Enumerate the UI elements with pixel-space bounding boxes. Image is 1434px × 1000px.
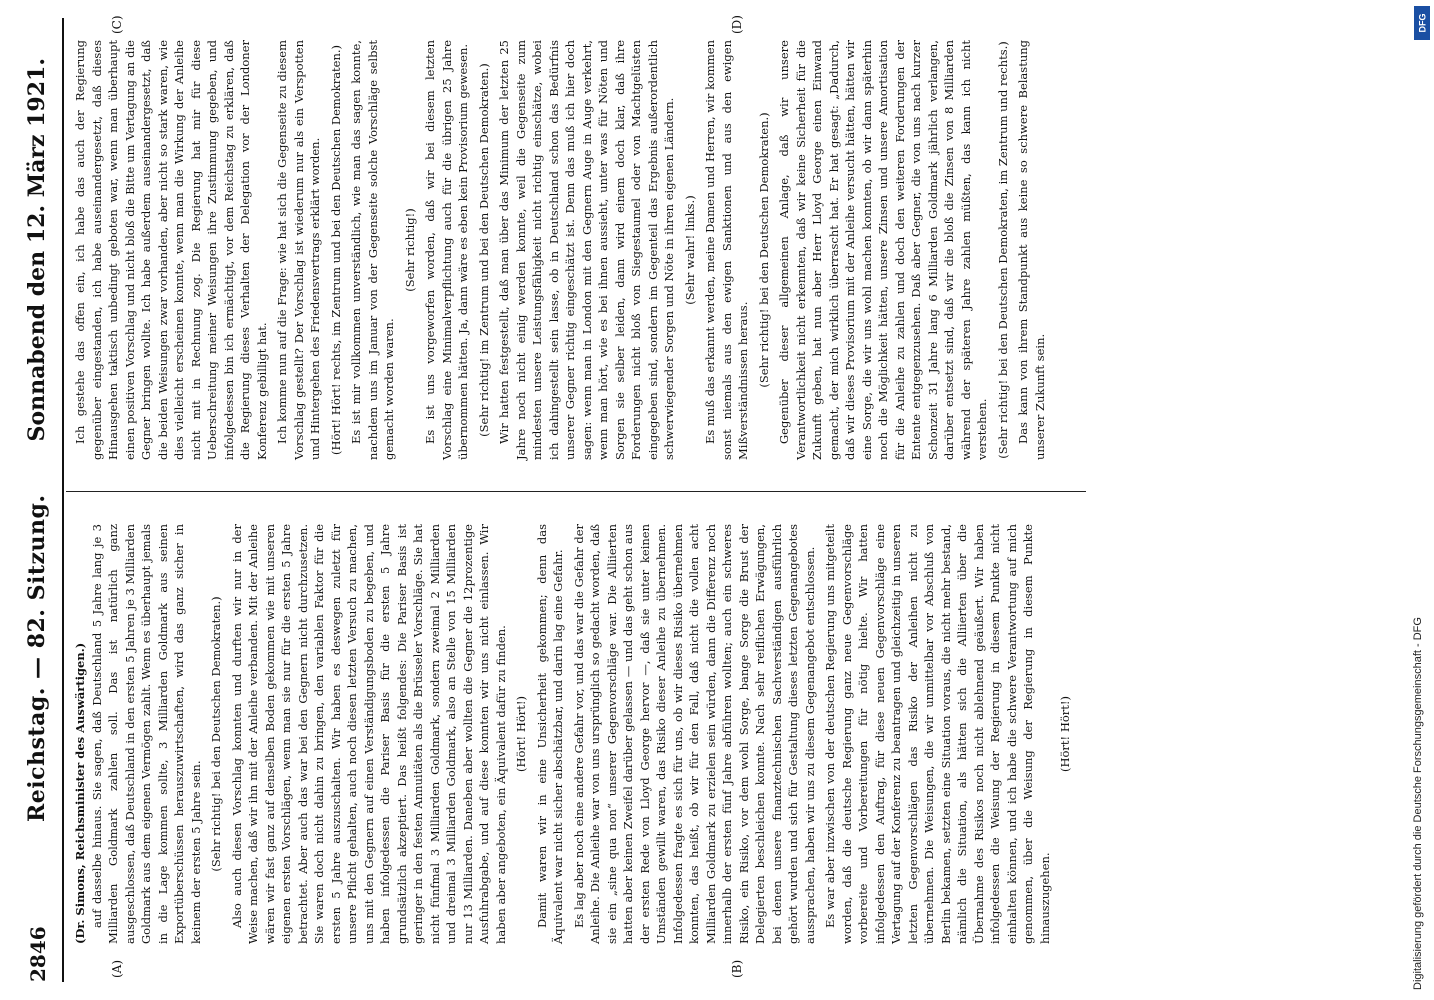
paragraph: Es muß das erkannt werden, meine Damen und Herren, wir kommen sonst niemals aus den ewigen Sanktionen und aus den ewigen Mißverständnissen heraus. bbox=[703, 40, 750, 460]
margin-mark-c: (C) bbox=[110, 15, 124, 34]
paragraph: Es lag aber noch eine andere Gefahr vor, und das war die Gefahr der Anleihe. Die Anleihe war von uns ursprünglich so gedacht worden, daß sie ein „sine qua non“ unserer Gegenvorschläge war. Die Alliierten hatten aber keinen Zweifel darüber gelassen — und das geht schon aus der ersten Rede von Lloyd George hervor —, daß sie unter keinen Umständen gewillt waren, das Risiko dieser Anleihe zu übernehmen. Infolgedessen fragte es sich für uns, ob wir dieses Risiko übernehmen konnten, das heißt, ob wir für den Fall, daß nicht die vollen acht Milliarden Goldmark zu erzielen sein würden, dann die Differenz noch innerhalb der ersten fünf Jahre abführen wollten; auch ein schweres Risiko, ein Risiko, vor dem wohl Sorge, bange Sorge die Brust der Delegierten beschleichen konnte. Nach sehr reiflichen Erwägungen, bei denen unsere finanztechnischen Sachverständigen ausführlich gehört wurden und sich für Gestaltung dieses letzten Gegenangebotes aussprachen, haben wir uns zu diesem Gegenangebot entschlossen. bbox=[571, 524, 817, 944]
paragraph: Wir hatten festgestellt, daß man über das Minimum der letzten 25 Jahre noch nicht einig werden konnte, weil die Gegenseite zum mindesten unsere Leistungsfähigkeit nicht richtig einschätze, wobei ich dahingestellt sein lasse, ob in Deutschland schon das Bedürfnis unserer Gegner richtig eingeschätzt ist. Denn das muß ich hier doch sagen: wenn man in London mit den Gegnern Auge in Auge verkehrt, wenn man hört, wie es bei ihnen aussieht, unter was für Nöten und Sorgen sie selber leiden, dann wird einem doch klar, daß ihre Forderungen nicht bloß von Siegestaumel oder von Machtgelüsten eingegeben sind, sondern im Gegenteil das Ergebnis außerordentlich schwerwiegender Sorgen und Nöte in ihren eigenen Ländern. bbox=[497, 40, 676, 460]
paragraph: Gegenüber dieser allgemeinen Anlage, daß wir unsere Verantwortlichkeit nicht erkennten, daß wir keine Sicherheit für die Zukunft geben, hat nun aber Herr Lloyd George einen Einwand gemacht, der mich wirklich überrascht hat. Er hat gesagt: „Dadurch, daß wir dieses Provisorium mit der Anleihe versucht hätten, hätten wir eine Sorge, die wir uns wohl machen konnten, ob wir dann späterhin noch die Möglichkeit hätten, unsere Zinsen und unsere Amortisation für die Anleihe zu zahlen und doch den weiteren Forderungen der Entente entgegenzusehen. Daß aber Gegner, die von uns nach kurzer Schonzeit 31 Jahre lang 6 Milliarden Goldmark jährlich verlangen, darüber entsetzt sind, daß wir die bloß die Zinsen von 8 Milliarden während der späteren Jahre zahlen müßten, das kann ich nicht verstehen. bbox=[777, 40, 989, 460]
left-text-column bbox=[72, 524, 1078, 944]
paragraph: Ich komme nun auf die Frage: wie hat sich die Gegenseite zu diesem Vorschlag gestellt? Der Vorschlag ist wiederum nur als ein Verspotten und Hintergehen des Friedensvertrags erklärt worden. bbox=[275, 40, 322, 460]
interjection: (Sehr richtig! im Zentrum und bei den Deutschen Demokraten.) bbox=[476, 63, 491, 437]
interjection: (Hört! Hört!) bbox=[514, 696, 528, 773]
digitization-note: Digitalisierung gefördert durch die Deutsche Forschungsgemeinschaft - DFG bbox=[1412, 617, 1424, 990]
interjection: (Sehr richtig! bei den Deutschen Demokraten.) bbox=[756, 112, 771, 388]
interjection: (Sehr richtig! bei den Deutschen Demokraten.) bbox=[209, 596, 223, 872]
interjection: (Hört! Hört!) bbox=[1058, 696, 1072, 773]
margin-mark-d: (D) bbox=[730, 15, 744, 34]
interjection: (Sehr wahr! links.) bbox=[682, 195, 697, 305]
interjection: (Sehr richtig!) bbox=[402, 208, 417, 292]
interjection: (Hört! Hört! rechts, im Zentrum und bei den Deutschen Demokraten.) bbox=[328, 44, 343, 456]
margin-mark-a: (A) bbox=[110, 959, 124, 978]
session-date: Sonnabend den 12. März 1921. bbox=[24, 58, 50, 442]
paragraph: Also auch diesen Vorschlag konnten und durften wir nur in der Weise machen, daß wir ihn mit der Anleihe verbanden. Mit der Anleihe wären wir fast ganz auf denselben Boden gekommen wie mit unseren eigenen ersten Vorschlägen, wenn man sie nur für die ersten 5 Jahre betrachtet. Aber auch das war bei den Gegnern nicht durchzusetzen. Sie waren doch nicht dahin zu bringen, den variablen Faktor für die ersten 5 Jahre auszuschalten. Wir haben es deswegen zuletzt für unsere Pflicht gehalten, auch noch diesen letzten Versuch zu machen, uns mit den Gegnern auf einen Verständigungsboden zu begeben, und haben infolgedessen die Pariser Basis für die ersten 5 Jahre grundsätzlich akzeptiert. Das heißt folgendes: Die Pariser Basis ist geringer in den festen Annuitäten als die Brüsseler Vorschläge. Sie hat nicht fünfmal 3 Milliarden Goldmark, sondern zweimal 2 Milliarden und dreimal 3 Milliarden Goldmark, also an Stelle von 15 Milliarden nur 13 Milliarden. Daneben aber wollten die Gegner die 12prozentige Ausfuhrabgabe, und auf diese konnten wir uns nicht einlassen. Wir haben aber angeboten, ein Äquivalent dafür zu finden. bbox=[229, 524, 508, 944]
paragraph: Das kann von ihrem Standpunkt aus keine so schwere Belastung unserer Zukunft sein. bbox=[1016, 40, 1047, 460]
page-number: 2846 bbox=[26, 926, 50, 982]
paragraph: Es war aber inzwischen von der deutschen Regierung uns mitgeteilt worden, daß die deutsche Regierung ganz neue Gegenvorschläge vorbereite und Vorbereitungen für nötig hielte. Wir hatten infolgedessen den Auftrag, für diese neuen Gegenvorschläge eine Vertagung auf der Konferenz zu beantragen und gleichzeitig in unseren letzten Gegenvorschlägen das Risiko der Anleihen nicht zu übernehmen. Die Weisungen, die wir unmittelbar vor Abschluß von Berlin bekamen, setzten eine Situation voraus, die nicht mehr bestand, nämlich die Situation, als hätten sich die Alliierten über die Übernahme des Risikos noch nicht ablehnend geäußert. Wir haben infolgedessen die Weisung der Regierung in diesem Punkte nicht einhalten können, und ich habe die schwere Verantwortung auf mich genommen, über die Weisung der Regierung in diesem Punkte hinauszugehen. bbox=[823, 524, 1052, 944]
paragraph: Ich gestehe das offen ein, ich habe das auch der Regierung gegenüber eingestanden, ich habe auseinandergesetzt, daß dieses Hinausgehen taktisch unbedingt geboten war, wenn man überhaupt einen positiven Vorschlag und nicht bloß die Bitte um Vertagung an die Gegner bringen wollte. Ich habe außerdem auseinandergesetzt, daß die beiden Weisungen zwar vorhanden, aber nicht so stark waren, wie dies vielleicht erscheinen konnte, wenn man die Wirkung der Anleihe nicht mit in Rechnung zog. Die Regierung hat mir für diese Ueberschreitung meiner Weisungen ihre Zustimmung gegeben, und infolgedessen bin ich ermächtigt, vor dem Reichstag zu erklären, daß die Regierung dieses Verhalten der Delegation vor der Londoner Konferenz gebilligt hat. bbox=[73, 40, 269, 460]
paragraph: Es ist uns vorgeworfen worden, daß wir bei diesem letzten Vorschlag eine Minimalverpflichtung auch für die übrigen 25 Jahre übernommen hätten. Ja, dann wäre es eben kein Provisorium gewesen. bbox=[423, 40, 470, 460]
column-divider bbox=[66, 491, 1086, 492]
page-header bbox=[18, 18, 64, 982]
margin-mark-b: (B) bbox=[730, 959, 744, 978]
interjection: (Sehr richtig! bei den Deutschen Demokraten, im Zentrum und rechts.) bbox=[995, 41, 1010, 459]
page-title: Reichstag. — 82. Sitzung. bbox=[24, 494, 50, 822]
dfg-logo: DFG bbox=[1414, 6, 1430, 40]
paragraph: Damit waren wir in eine Unsicherheit gekommen; denn das Äquivalent war nicht sicher abschätzbar, und darin lag eine Gefahr. bbox=[534, 524, 565, 944]
right-text-column bbox=[72, 40, 1052, 460]
paragraph: auf dasselbe hinaus. Sie sagen, daß Deutschland 5 Jahre lang je 3 Milliarden Goldmark zahlen soll. Das ist natürlich ganz ausgeschlossen, daß Deutschland in den ersten 5 Jahren je 3 Milliarden Goldmark aus dem eigenen Vermögen zahlt. Wenn es überhaupt jemals in die Lage kommen sollte, 3 Milliarden Goldmark aus seinen Exportüberschüssen herauszuwirtschaften, wird das ganz sicher in keinem der ersten 5 Jahre sein. bbox=[89, 524, 203, 944]
speaker-line: (Dr. Simons, Reichsminister des Auswärtigen.) bbox=[73, 642, 87, 944]
paragraph: Es ist mir vollkommen unverständlich, wie man das sagen konnte, nachdem uns im Januar von der Gegenseite solche Vorschläge selbst gemacht worden waren. bbox=[349, 40, 396, 460]
